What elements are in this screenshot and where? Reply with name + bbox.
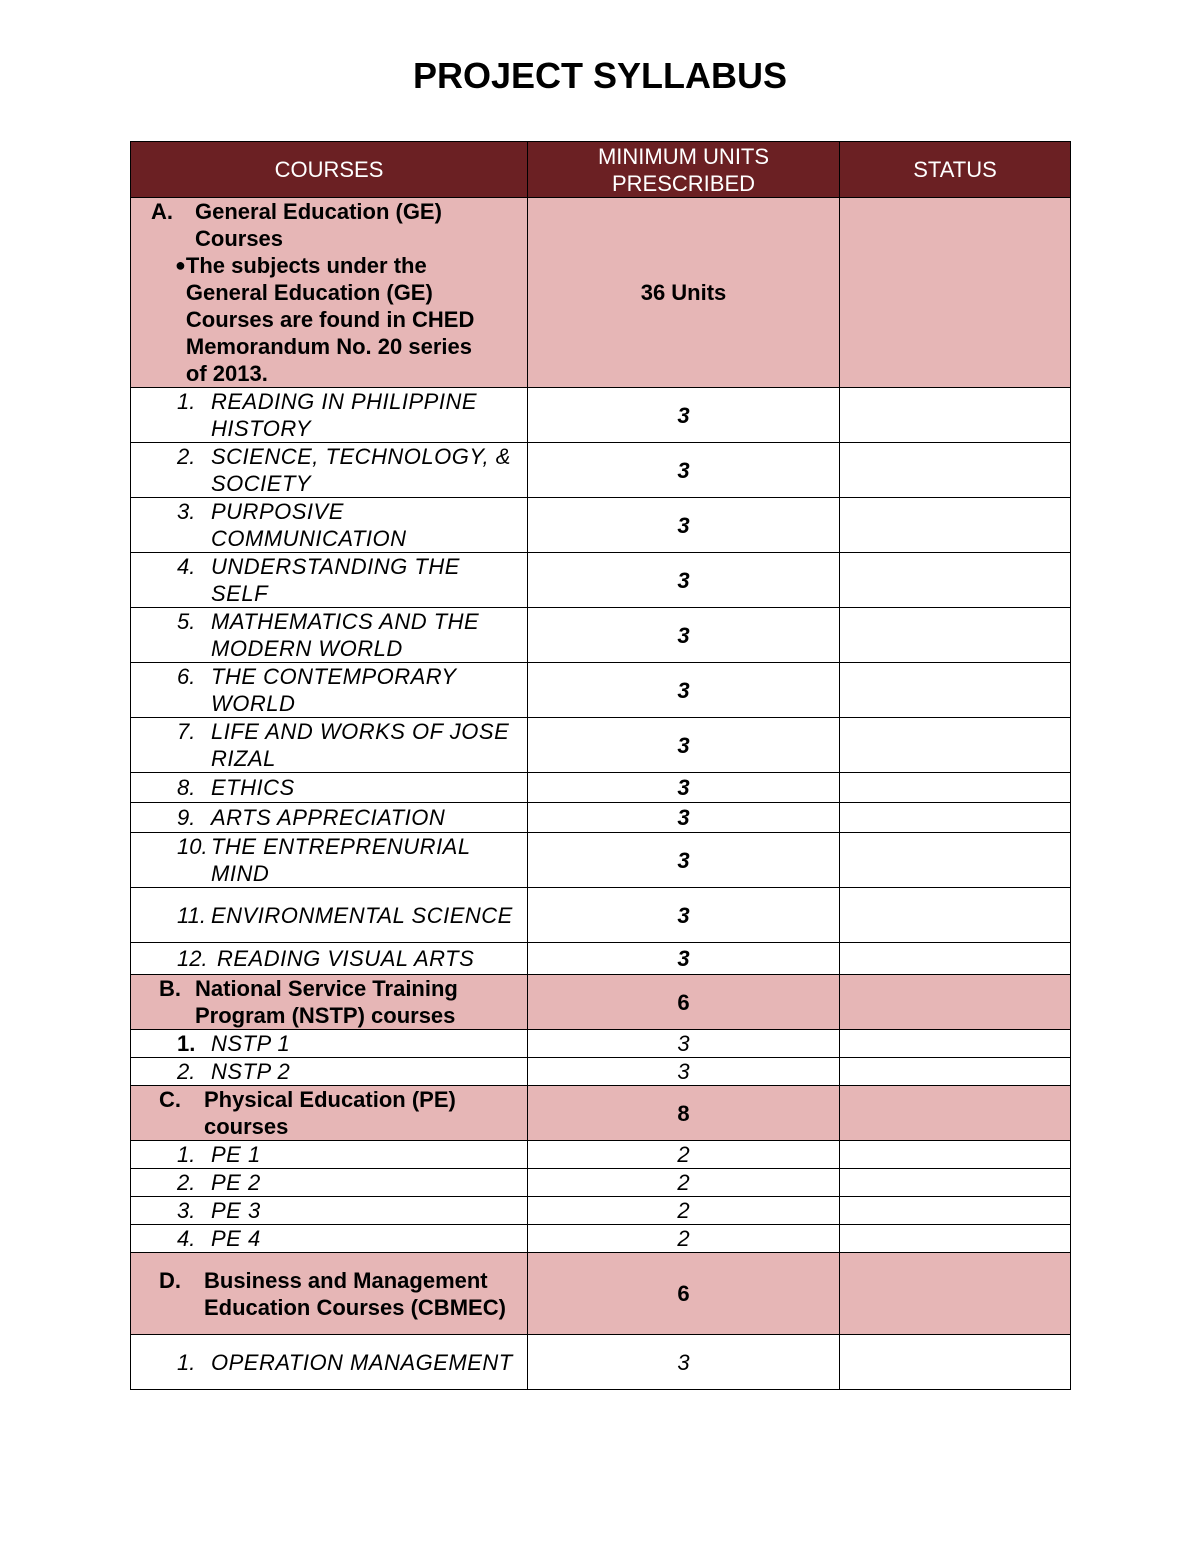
- section-status: [840, 198, 1071, 388]
- item-number: 3.: [177, 499, 196, 524]
- section-course-cell: [131, 1086, 528, 1141]
- item-name: PE 2: [211, 1170, 261, 1195]
- item-number: 7.: [177, 719, 196, 744]
- item-name: PE 3: [211, 1198, 261, 1223]
- section-name: Business and Management Education Courses (CBMEC): [204, 1267, 506, 1320]
- item-name: SCIENCE, TECHNOLOGY, & SOCIETY: [211, 444, 511, 496]
- table-row: [131, 833, 1071, 888]
- item-units: 3: [528, 773, 840, 803]
- item-units: 3: [528, 663, 840, 718]
- item-status: [840, 888, 1071, 943]
- item-units: 2: [528, 1141, 840, 1169]
- table-row: [131, 553, 1071, 608]
- item-name: PE 4: [211, 1226, 261, 1251]
- page-title: PROJECT SYLLABUS: [412, 55, 788, 96]
- item-number: 11.: [177, 902, 206, 928]
- item-number: 1.: [177, 389, 196, 414]
- section-units: 6: [528, 975, 840, 1030]
- item-status: [840, 718, 1071, 773]
- item-number: 5.: [177, 609, 196, 634]
- table-row: [131, 498, 1071, 553]
- item-units: 3: [528, 718, 840, 773]
- item-name: PE 1: [211, 1142, 261, 1167]
- section-letter: D.: [159, 1267, 181, 1293]
- section-status: [840, 1253, 1071, 1335]
- section-units: 8: [528, 1086, 840, 1141]
- section-status: [840, 975, 1071, 1030]
- section-course-cell: [131, 198, 528, 388]
- header-status: STATUS: [840, 142, 1071, 198]
- item-name: LIFE AND WORKS OF JOSE RIZAL: [211, 719, 510, 771]
- item-status: [840, 943, 1071, 975]
- item-units: 3: [528, 1335, 840, 1390]
- item-status: [840, 553, 1071, 608]
- item-units: 2: [528, 1225, 840, 1253]
- section-note: The subjects under the General Education (GE) Courses are found in CHED Memorandum No. 20 series of 2013.: [185, 253, 475, 386]
- item-number: 2.: [177, 1059, 196, 1084]
- item-status: [840, 1225, 1071, 1253]
- section-units: 6: [528, 1253, 840, 1335]
- table-row: [131, 608, 1071, 663]
- table-row: [131, 1058, 1071, 1086]
- item-units: 3: [528, 608, 840, 663]
- section-letter: C.: [159, 1087, 181, 1112]
- header-courses: COURSES: [131, 142, 528, 198]
- table-row: [131, 663, 1071, 718]
- item-name: ENVIRONMENTAL SCIENCE: [211, 902, 513, 928]
- item-units: 3: [528, 833, 840, 888]
- item-units: 2: [528, 1197, 840, 1225]
- item-status: [840, 1141, 1071, 1169]
- item-name: ETHICS: [211, 775, 295, 800]
- item-status: [840, 443, 1071, 498]
- item-number: 8.: [177, 775, 196, 800]
- item-name: MATHEMATICS AND THE MODERN WORLD: [211, 609, 480, 661]
- syllabus-table: [130, 141, 1071, 1390]
- bullet-icon: ●: [175, 255, 186, 275]
- table-row: [131, 943, 1071, 975]
- item-status: [840, 803, 1071, 833]
- item-number: 6.: [177, 664, 196, 689]
- item-number: 1.: [177, 1142, 196, 1167]
- item-number: 9.: [177, 805, 196, 830]
- item-status: [840, 1030, 1071, 1058]
- section-course-cell: [131, 1253, 528, 1335]
- section-status: [840, 1086, 1071, 1141]
- item-units: 3: [528, 888, 840, 943]
- section-name: Physical Education (PE) courses: [204, 1087, 456, 1139]
- item-status: [840, 1197, 1071, 1225]
- item-number: 3.: [177, 1198, 196, 1223]
- item-units: 3: [528, 498, 840, 553]
- table-row: [131, 443, 1071, 498]
- header-row: [131, 142, 1071, 198]
- table-row: [131, 1197, 1071, 1225]
- table-row: [131, 1225, 1071, 1253]
- item-name: OPERATION MANAGEMENT: [211, 1349, 513, 1375]
- section-row-general-education: [131, 198, 1071, 388]
- item-units: 3: [528, 943, 840, 975]
- table-row: [131, 1335, 1071, 1390]
- table-row: [131, 773, 1071, 803]
- section-name: General Education (GE) Courses: [195, 199, 442, 251]
- table-row: [131, 718, 1071, 773]
- item-name: READING VISUAL ARTS: [217, 946, 475, 971]
- item-status: [840, 388, 1071, 443]
- item-units: 3: [528, 1058, 840, 1086]
- item-units: 3: [528, 803, 840, 833]
- item-name: ARTS APPRECIATION: [211, 805, 446, 830]
- item-units: 3: [528, 553, 840, 608]
- table-row: [131, 1169, 1071, 1197]
- section-row-physical-education: [131, 1086, 1071, 1141]
- item-number: 2.: [177, 1170, 196, 1195]
- table-row: [131, 1141, 1071, 1169]
- table-row: [131, 1030, 1071, 1058]
- item-number: 2.: [177, 444, 196, 469]
- item-status: [840, 833, 1071, 888]
- item-name: NSTP 2: [211, 1059, 291, 1084]
- table-row: [131, 388, 1071, 443]
- item-name: READING IN PHILIPPINE HISTORY: [211, 389, 478, 441]
- item-number: 4.: [177, 554, 196, 579]
- item-number: 1.: [177, 1031, 196, 1056]
- item-name: NSTP 1: [211, 1031, 291, 1056]
- item-status: [840, 773, 1071, 803]
- section-units: 36 Units: [528, 198, 840, 388]
- item-name: UNDERSTANDING THE SELF: [211, 554, 460, 606]
- item-status: [840, 608, 1071, 663]
- item-number: 4.: [177, 1226, 196, 1251]
- item-units: 3: [528, 1030, 840, 1058]
- table-row: [131, 803, 1071, 833]
- item-units: 2: [528, 1169, 840, 1197]
- item-status: [840, 1169, 1071, 1197]
- section-row-business-management: [131, 1253, 1071, 1335]
- item-name: PURPOSIVE COMMUNICATION: [211, 499, 407, 551]
- section-row-nstp: [131, 975, 1071, 1030]
- item-name: THE CONTEMPORARY WORLD: [211, 664, 457, 716]
- section-letter: B.: [159, 976, 181, 1001]
- item-status: [840, 1335, 1071, 1390]
- item-name: THE ENTREPRENURIAL MIND: [211, 834, 471, 886]
- item-number: 1.: [177, 1349, 196, 1375]
- table-row: [131, 888, 1071, 943]
- section-name: National Service Training Program (NSTP) courses: [195, 976, 458, 1028]
- section-letter: A.: [151, 199, 173, 224]
- item-number: 12.: [177, 946, 208, 971]
- item-number: 10.: [177, 834, 208, 859]
- item-status: [840, 663, 1071, 718]
- item-units: 3: [528, 443, 840, 498]
- item-status: [840, 498, 1071, 553]
- item-status: [840, 1058, 1071, 1086]
- header-units: MINIMUM UNITS PRESCRIBED: [528, 142, 840, 198]
- section-course-cell: [131, 975, 528, 1030]
- item-units: 3: [528, 388, 840, 443]
